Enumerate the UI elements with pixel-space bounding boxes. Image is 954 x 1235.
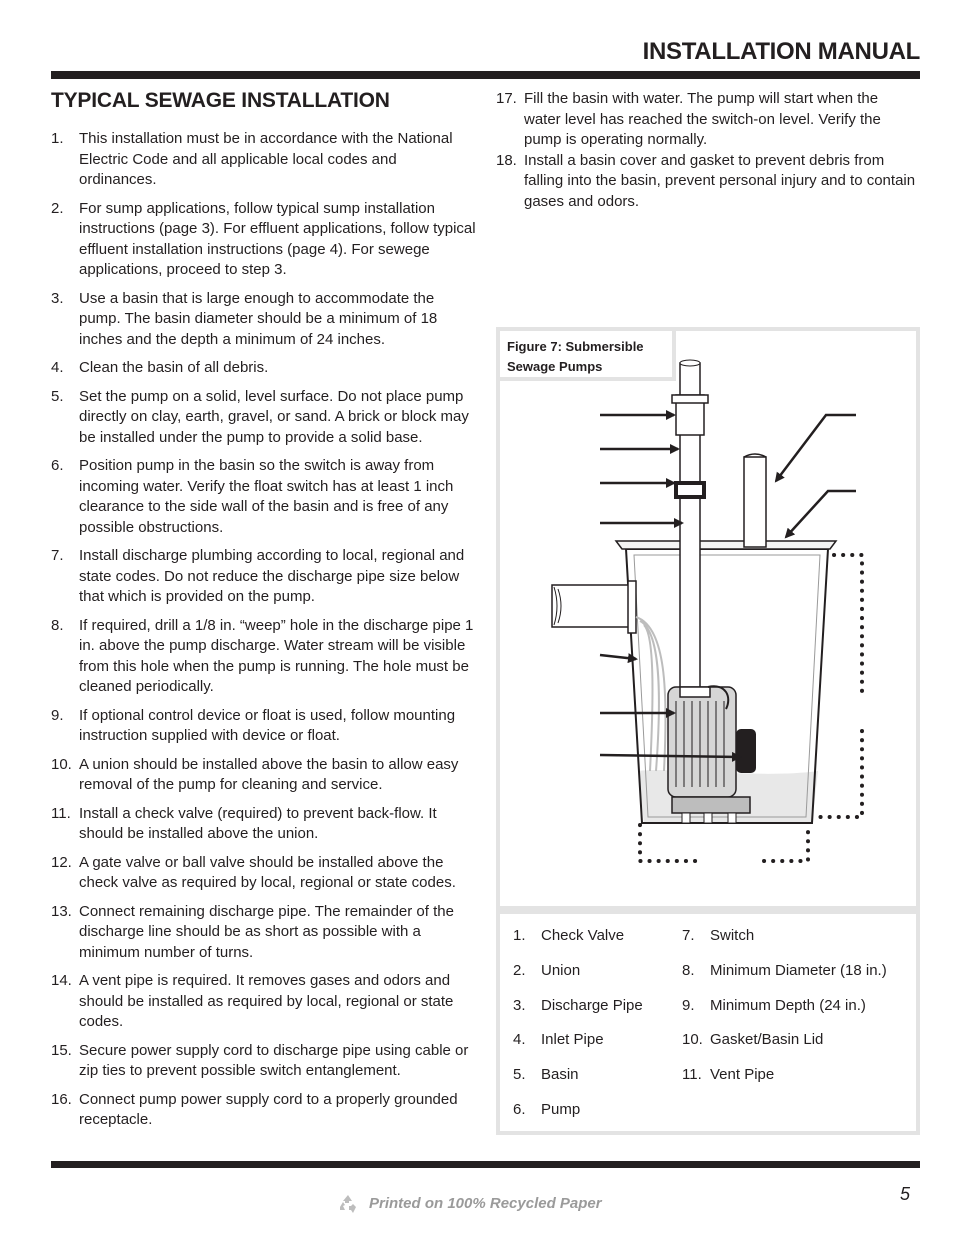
step-number: 8. xyxy=(51,616,64,634)
manual-title: INSTALLATION MANUAL xyxy=(642,38,920,65)
legend-label: Check Valve xyxy=(541,927,625,944)
step-text: Use a basin that is large enough to accommodate the pump. The basin diameter should be a minimum of 18 inches and the depth a minimum of 24 inches. xyxy=(79,289,438,348)
step-number: 3. xyxy=(51,289,64,307)
step-number: 12. xyxy=(51,853,72,871)
section-title: TYPICAL SEWAGE INSTALLATION xyxy=(51,89,390,112)
step-text: Connect pump power supply cord to a properly grounded receptacle. xyxy=(79,1090,458,1128)
footer-text: Printed on 100% Recycled Paper xyxy=(369,1195,602,1212)
legend-label: Minimum Diameter (18 in.) xyxy=(710,962,887,979)
step-text: Install a check valve (required) to prevent back-flow. It should be installed above the union. xyxy=(79,804,437,842)
step-number: 15. xyxy=(51,1041,72,1059)
step-item xyxy=(51,902,477,964)
step-number: 9. xyxy=(51,706,64,724)
step-item xyxy=(51,971,477,1033)
float-switch xyxy=(736,729,756,773)
step-text: A union should be installed above the basin to allow easy removal of the pump for cleaning and service. xyxy=(79,755,459,793)
legend-number: 6. xyxy=(513,1101,526,1118)
legend-number: 5. xyxy=(513,1066,526,1083)
step-number: 4. xyxy=(51,359,64,376)
figure-diagram-area xyxy=(500,331,916,906)
sewage-pump-diagram xyxy=(500,331,916,906)
step-item xyxy=(51,755,477,796)
step-item xyxy=(496,151,918,213)
legend-number: 7. xyxy=(682,927,695,944)
legend-label: Basin xyxy=(541,1066,579,1083)
legend-number: 11. xyxy=(682,1066,702,1083)
installation-steps-left xyxy=(51,129,477,1139)
step-text: A gate valve or ball valve should be installed above the check valve as required by local, regional or state codes. xyxy=(79,853,456,891)
pump-base xyxy=(672,797,750,813)
step-item xyxy=(496,89,918,151)
step-item xyxy=(51,804,477,845)
step-item xyxy=(51,129,477,191)
vent-pipe xyxy=(744,457,766,547)
arrow-vent-pipe xyxy=(776,415,856,481)
step-number: 11. xyxy=(51,804,71,822)
step-text: This installation must be in accordance with the National Electric Code and all applicable local codes and ordinances. xyxy=(79,130,453,188)
legend-number: 3. xyxy=(513,997,526,1014)
step-item xyxy=(51,358,477,379)
step-text: Connect remaining discharge pipe. The remainder of the discharge line should be as short as possible with a minimum number of turns. xyxy=(79,902,454,961)
step-item xyxy=(51,289,477,351)
figure-caption-box xyxy=(500,331,676,381)
step-item xyxy=(51,387,477,449)
legend-number: 10. xyxy=(682,1031,703,1048)
step-text: For sump applications, follow typical sump installation instructions (page 3). For effluent applications, follow typical effluent installation instructions (page 4). For sewege applications, proceed to step 3. xyxy=(79,199,476,278)
step-number: 5. xyxy=(51,387,64,405)
step-text: Install discharge plumbing according to local, regional and state codes. Do not reduce the discharge pipe size below that which is provided on the pump. xyxy=(79,547,465,605)
step-item xyxy=(51,853,477,894)
bottom-rule xyxy=(51,1161,920,1168)
step-number: 14. xyxy=(51,972,72,989)
step-number: 18. xyxy=(496,151,517,169)
legend-label: Union xyxy=(541,962,581,979)
page-number: 5 xyxy=(899,1184,910,1204)
legend-label: Discharge Pipe xyxy=(541,997,643,1014)
legend-label: Pump xyxy=(541,1101,581,1118)
step-item xyxy=(51,546,477,608)
inlet-flange xyxy=(628,581,636,633)
legend-number: 1. xyxy=(513,927,526,944)
step-text: Set the pump on a solid, level surface. Do not place pump directly on clay, earth, gravel, or sand. A brick or block may be installed under the pump to provide a solid base. xyxy=(79,387,469,446)
figure-caption: Figure 7: Submersible Sewage Pumps xyxy=(507,339,644,374)
legend-number: 2. xyxy=(513,962,526,979)
step-number: 17. xyxy=(496,90,517,107)
step-number: 16. xyxy=(51,1090,72,1108)
step-text: Fill the basin with water. The pump will start when the water level has reached the switch-on level. Verify the pump is operating normally. xyxy=(524,90,881,148)
step-item xyxy=(51,616,477,698)
step-text: Clean the basin of all debris. xyxy=(79,359,269,376)
step-text: If required, drill a 1/8 in. “weep” hole in the discharge pipe 1 in. above the pump discharge. Water stream will be visible from this hole when the pump is running. The hole must be cleaned periodically. xyxy=(79,616,474,695)
step-text: A vent pipe is required. It removes gases and odors and should be installed as required by local, regional or state codes. xyxy=(79,972,454,1030)
inlet-pipe xyxy=(552,585,632,627)
step-item xyxy=(51,199,477,281)
legend-label: Vent Pipe xyxy=(710,1066,775,1083)
step-text: Secure power supply cord to discharge pipe using cable or zip ties to prevent possible switch entanglement. xyxy=(79,1041,469,1079)
legend-label: Gasket/Basin Lid xyxy=(710,1031,824,1048)
figure-7-panel xyxy=(496,327,920,1135)
figure-legend xyxy=(500,914,916,1131)
legend-label: Inlet Pipe xyxy=(541,1031,604,1048)
step-item xyxy=(51,706,477,747)
top-rule xyxy=(51,71,920,79)
step-text: Install a basin cover and gasket to prevent debris from falling into the basin, prevent personal injury and to contain gases and odors. xyxy=(524,151,916,210)
arrow-basin-lid xyxy=(786,491,856,537)
arrow-incoming-water xyxy=(600,655,636,659)
step-item xyxy=(51,1041,477,1082)
recycle-icon xyxy=(337,1193,359,1215)
step-number: 1. xyxy=(51,130,64,147)
step-text: Position pump in the basin so the switch is away from incoming water. Verify the float switch has at least 1 inch clearance to the side wall of the basin and is free of any possible obstructions. xyxy=(79,457,454,536)
legend-label: Switch xyxy=(710,927,755,944)
step-number: 7. xyxy=(51,547,64,564)
step-number: 2. xyxy=(51,199,64,217)
step-item xyxy=(51,456,477,538)
legend-label: Minimum Depth (24 in.) xyxy=(710,997,866,1014)
step-number: 6. xyxy=(51,457,64,474)
step-item xyxy=(51,1090,477,1131)
pump-body xyxy=(668,687,736,797)
step-number: 10. xyxy=(51,755,72,773)
step-text: If optional control device or float is used, follow mounting instruction supplied with device or float. xyxy=(79,706,456,744)
legend-number: 8. xyxy=(682,962,695,979)
incoming-water-stream xyxy=(636,617,666,771)
basin-lid xyxy=(616,541,836,549)
installation-steps-right xyxy=(496,89,918,212)
minimum-diameter-dotted-line xyxy=(640,825,808,861)
step-number: 13. xyxy=(51,902,72,920)
legend-number: 9. xyxy=(682,997,695,1014)
legend-number: 4. xyxy=(513,1031,526,1048)
